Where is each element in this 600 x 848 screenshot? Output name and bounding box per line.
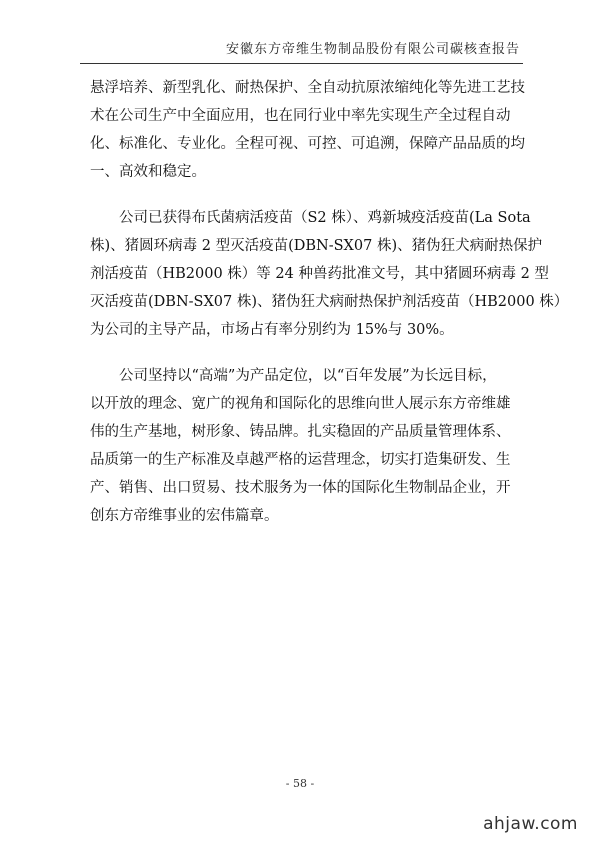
text-line: 以开放的理念、宽广的视角和国际化的思维向世人展示东方帝维雄 (90, 396, 511, 412)
text-line: 悬浮培养、新型乳化、耐热保护、全自动抗原浓缩纯化等先进工艺技 (90, 80, 525, 96)
text-line: 化、标准化、专业化。全程可视、可控、可追溯，保障产品品质的均 (90, 136, 525, 152)
paragraph-strategy (90, 362, 520, 530)
paragraph-products (90, 204, 569, 344)
site-watermark: ahjaw.com (483, 814, 578, 834)
header-divider (80, 63, 523, 64)
text-line: 公司已获得布氏菌病活疫苗（S2 株）、鸡新城疫活疫苗(La Sota (90, 210, 531, 226)
text-line: 灭活疫苗(DBN-SX07 株)、猪伪狂犬病耐热保护剂活疫苗（HB2000 株） (90, 294, 569, 310)
text-line: 产、销售、出口贸易、技术服务为一体的国际化生物制品企业，开 (90, 480, 511, 496)
text-line: 株)、猪圆环病毒 2 型灭活疫苗(DBN-SX07 株)、猪伪狂犬病耐热保护 (90, 238, 543, 254)
text-line: 术在公司生产中全面应用，也在同行业中率先实现生产全过程自动 (90, 108, 511, 124)
page-number: - 58 - (285, 777, 315, 790)
text-line: 公司坚持以“高端”为产品定位，以“百年发展”为长远目标， (90, 368, 497, 384)
text-line: 一、高效和稳定。 (90, 164, 206, 180)
text-line: 为公司的主导产品，市场占有率分别约为 15%与 30%。 (90, 322, 454, 338)
page-header-title: 安徽东方帝维生物制品股份有限公司碳核查报告 (225, 42, 520, 57)
paragraph-processes (90, 74, 525, 186)
document-body (90, 74, 569, 548)
text-line: 伟的生产基地，树形象、铸品牌。扎实稳固的产品质量管理体系、 (90, 424, 511, 440)
text-line: 剂活疫苗（HB2000 株）等 24 种兽药批准文号，其中猪圆环病毒 2 型 (90, 266, 549, 282)
text-line: 创东方帝维事业的宏伟篇章。 (90, 508, 279, 524)
text-line: 品质第一的生产标准及卓越严格的运营理念，切实打造集研发、生 (90, 452, 511, 468)
